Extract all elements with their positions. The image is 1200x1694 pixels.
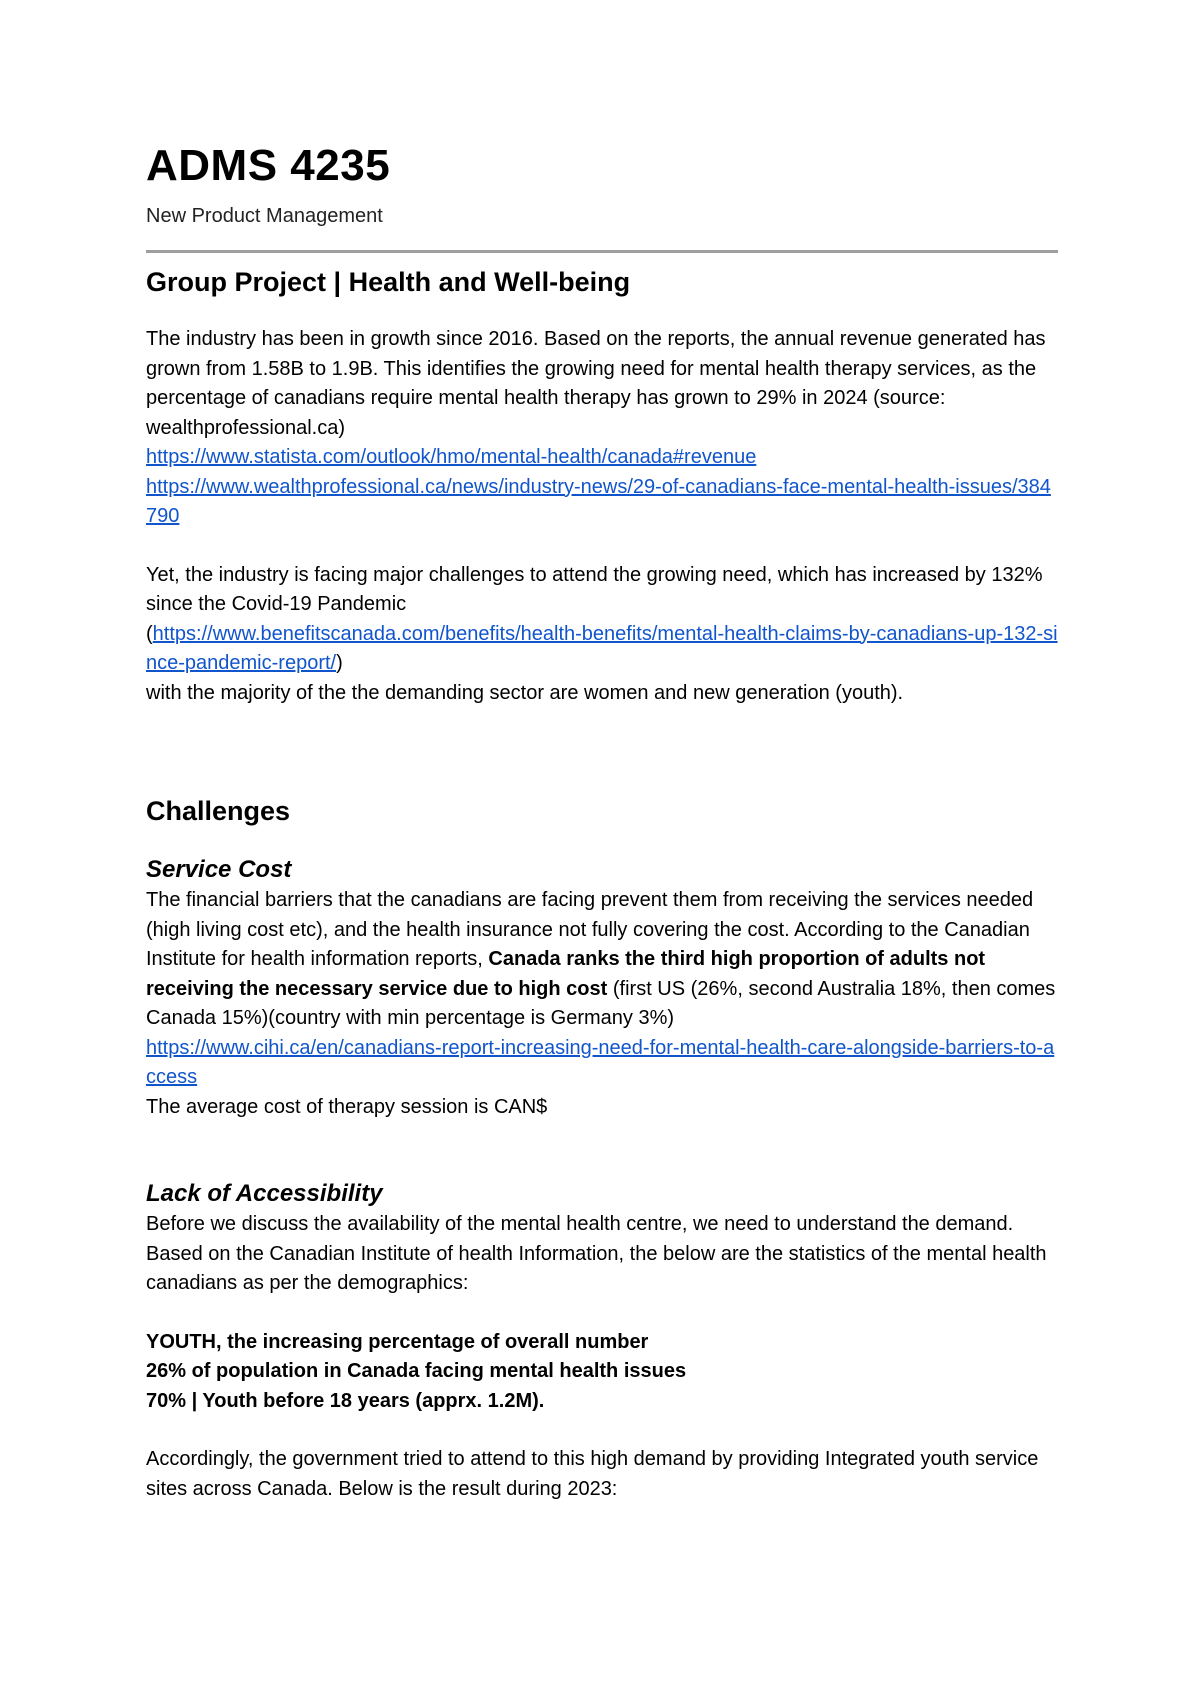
cihi-link[interactable]: https://www.cihi.ca/en/canadians-report-increasing-need-for-mental-health-care-alongside-barriers-to-access — [146, 1036, 1055, 1088]
average-cost-line: The average cost of therapy session is CAN$ — [146, 1095, 548, 1118]
service-cost-text-b: (first US (26%, second Australia 18%, then comes Canada 15%)(country with min percentage is Germany 3%) — [146, 977, 1056, 1029]
project-heading: Group Project | Health and Well-being — [146, 267, 631, 297]
government-paragraph: Accordingly, the government tried to attend to this high demand by providing Integrated youth service sites across Canada. Below is the result during 2023: — [146, 1448, 1039, 1500]
accessibility-heading: Lack of Accessibility — [146, 1180, 383, 1207]
cihi-link-line — [146, 1034, 1058, 1093]
document-title: ADMS 4235 — [146, 141, 391, 190]
stat-population: 26% of population in Canada facing mental health issues — [146, 1360, 687, 1382]
stat-youth-before-18: 70% | Youth before 18 years (apprx. 1.2M). — [146, 1389, 545, 1412]
open-paren: ( — [146, 622, 153, 645]
close-paren: ) — [336, 652, 343, 674]
wealthprofessional-link-line — [146, 473, 1058, 532]
intro-paragraph: The industry has been in growth since 2016. Based on the reports, the annual revenue generated has grown from 1.58B to 1.9B. This identifies the growing need for mental health therapy services, as the percentage of canadians require mental health therapy has grown to 29% in 2024 (source: wealthprofessional.ca) — [146, 328, 1046, 439]
stat-youth: YOUTH, the increasing percentage of overall number — [146, 1330, 649, 1353]
challenges-intro-paragraph: Yet, the industry is facing major challenges to attend the growing need, which has increased by 132% since the Covid-19 Pandemic — [146, 563, 1043, 615]
horizontal-rule — [146, 250, 1058, 253]
service-cost-heading: Service Cost — [146, 856, 292, 883]
accessibility-paragraph: Before we discuss the availability of the mental health centre, we need to understand the demand. Based on the Canadian Institute of health Information, the below are the statistics of the mental health canadians as per the demographics: — [146, 1213, 1047, 1294]
service-cost-bold-text: Canada ranks the third high proportion of adults not receiving the necessary service due to high cost — [146, 948, 986, 1000]
document-page — [146, 140, 1058, 1504]
service-cost-paragraph — [146, 886, 1058, 1034]
wealthprofessional-link[interactable]: https://www.wealthprofessional.ca/news/industry-news/29-of-canadians-face-mental-health-issues/384790 — [146, 475, 1051, 527]
benefitscanada-link-line — [146, 620, 1058, 679]
demographic-paragraph: with the majority of the the demanding sector are women and new generation (youth). — [146, 681, 904, 704]
benefitscanada-link[interactable]: https://www.benefitscanada.com/benefits/health-benefits/mental-health-claims-by-canadians-up-132-since-pandemic-report/ — [146, 622, 1058, 674]
service-cost-text-a: The financial barriers that the canadians are facing prevent them from receiving the services needed (high living cost etc), and the health insurance not fully covering the cost. According to the Canadian Institute for health information reports, — [146, 889, 1034, 970]
statista-link-line — [146, 443, 1058, 473]
challenges-heading: Challenges — [146, 796, 291, 826]
statista-link[interactable]: https://www.statista.com/outlook/hmo/mental-health/canada#revenue — [146, 446, 757, 468]
document-subtitle: New Product Management — [146, 205, 383, 227]
